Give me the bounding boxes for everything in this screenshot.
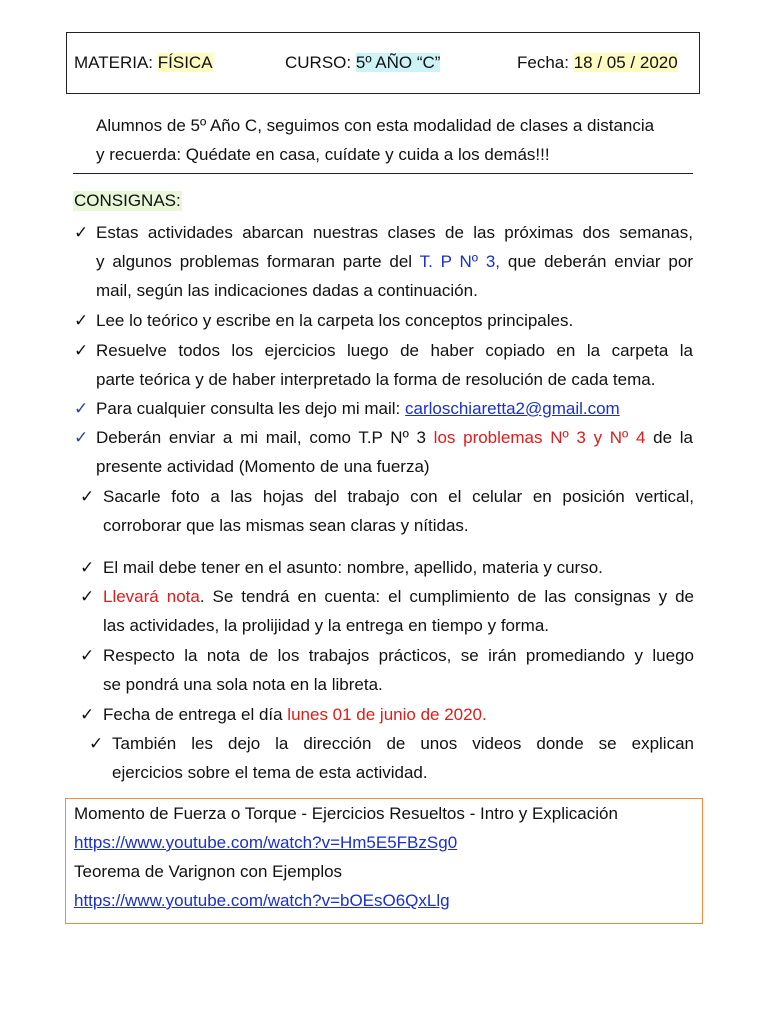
check-icon: ✓ [74, 399, 89, 418]
video-2-link[interactable]: https://www.youtube.com/watch?v=bOEsO6QxLlg [74, 891, 450, 910]
consignas-heading: CONSIGNAS: [74, 191, 181, 210]
materia-field [74, 53, 213, 73]
item-8-line-1 [103, 587, 694, 607]
item-5-line-1 [96, 428, 693, 448]
video-2-title: Teorema de Varignon con Ejemplos [74, 862, 343, 881]
check-icon: ✓ [80, 705, 95, 724]
divider [73, 173, 693, 174]
check-icon: ✓ [80, 646, 95, 665]
videos-box [65, 798, 703, 924]
item-3-line-2: parte teórica y de haber interpretado la forma de resolución de cada tema. [96, 370, 656, 389]
item-9-line-2: se pondrá una sola nota en la libreta. [103, 675, 383, 694]
check-icon: ✓ [80, 558, 95, 577]
item-11-line-1: También les dejo la dirección de unos videos donde se explican [112, 734, 694, 753]
check-icon: ✓ [74, 223, 89, 242]
check-icon: ✓ [74, 341, 89, 360]
fecha-value: 18 / 05 / 2020 [573, 53, 678, 72]
check-icon: ✓ [80, 487, 95, 506]
item-3-line-1: Resuelve todos los ejercicios luego de haber copiado en la carpeta la [96, 341, 693, 360]
item-6-line-1: Sacarle foto a las hojas del trabajo con el celular en posición vertical, [103, 487, 694, 506]
curso-field [285, 53, 440, 73]
email-link[interactable]: carloschiaretta2@gmail.com [404, 399, 620, 418]
check-icon: ✓ [89, 734, 104, 753]
fecha-field [517, 53, 678, 73]
fecha-label: Fecha: [517, 53, 569, 72]
item-8-line-2: las actividades, la prolijidad y la entrega en tiempo y forma. [103, 616, 550, 635]
item-6-line-2: corroborar que las mismas sean claras y nítidas. [103, 516, 469, 535]
item-9-line-1: Respecto la nota de los trabajos prácticos, se irán promediando y luego [103, 646, 694, 665]
item-2-line-1: Lee lo teórico y escribe en la carpeta los conceptos principales. [96, 311, 574, 330]
item-11-line-2: ejercicios sobre el tema de esta actividad. [112, 763, 428, 782]
video-1-link[interactable]: https://www.youtube.com/watch?v=Hm5E5FBzSg0 [74, 833, 458, 852]
due-date: lunes 01 de junio de 2020. [287, 705, 487, 724]
item-1-line-3: mail, según las indicaciones dadas a continuación. [96, 281, 478, 300]
check-icon: ✓ [80, 587, 95, 606]
item-10-text: Fecha de entrega el día [103, 705, 288, 724]
check-icon: ✓ [74, 311, 89, 330]
grade-highlight: Llevará nota [103, 587, 200, 606]
materia-value: FÍSICA [157, 53, 213, 72]
item-1-text: y algunos problemas formaran parte del [96, 252, 420, 271]
item-7-line-1: El mail debe tener en el asunto: nombre, apellido, materia y curso. [103, 558, 603, 577]
intro-line-2: y recuerda: Quédate en casa, cuídate y cuida a los demás!!! [96, 145, 550, 164]
curso-label: CURSO: [285, 53, 352, 72]
intro-line-1: Alumnos de 5º Año C, seguimos con esta modalidad de clases a distancia [96, 116, 655, 135]
item-5-text: Deberán enviar a mi mail, como T.P Nº 3 [96, 428, 434, 447]
tp-reference: T. P Nº 3, [419, 252, 501, 271]
materia-label: MATERIA: [74, 53, 154, 72]
video-1-title: Momento de Fuerza o Torque - Ejercicios Resueltos - Intro y Explicación [74, 804, 618, 823]
header-box [66, 32, 700, 94]
item-5-line-2: presente actividad (Momento de una fuerza) [96, 457, 430, 476]
item-10-line-1 [103, 705, 487, 725]
item-8-text: . Se tendrá en cuenta: el cumplimiento de las consignas y de [199, 587, 694, 606]
problems-highlight: los problemas Nº 3 y Nº 4 [433, 428, 646, 447]
item-5-text-end: de la [645, 428, 694, 447]
item-4-text: Para cualquier consulta les dejo mi mail: [96, 399, 405, 418]
item-1-text-end: que deberán enviar por [500, 252, 693, 271]
item-1-line-2 [96, 252, 693, 272]
curso-value: 5º AÑO “C” [355, 53, 441, 72]
item-4-line-1 [96, 399, 620, 419]
check-icon: ✓ [74, 428, 89, 447]
item-1-line-1: Estas actividades abarcan nuestras clases de las próximas dos semanas, [96, 223, 693, 242]
